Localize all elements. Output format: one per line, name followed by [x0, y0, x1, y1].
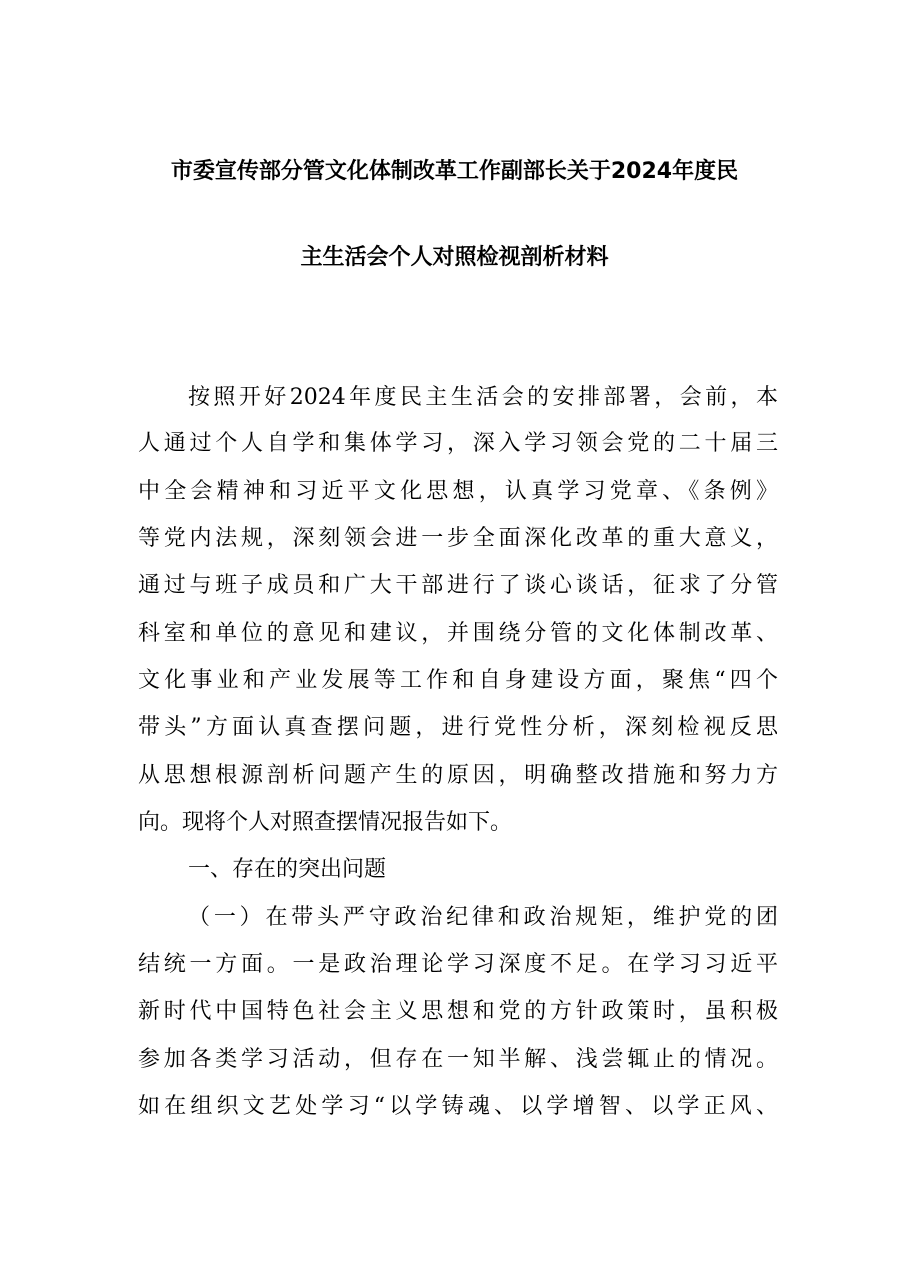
paragraph-1-line: 人通过个人自学和集体学习，深入学习领会党的二十届三 — [138, 431, 778, 456]
paragraph-2-line: 结统一方面。一是政治理论学习深度不足。在学习习近平 — [138, 952, 778, 977]
paragraph-1-line: 科室和单位的意见和建议，并围绕分管的文化体制改革、 — [138, 621, 778, 646]
paragraph-1-line: 向。现将个人对照查摆情况报告如下。 — [138, 810, 513, 835]
document-title-line-2: 主生活会个人对照检视剖析材料 — [300, 245, 609, 270]
paragraph-2-line: （一）在带头严守政治纪律和政治规矩，维护党的团 — [188, 905, 778, 930]
paragraph-1-line: 带头”方面认真查摆问题，进行党性分析，深刻检视反思 — [138, 715, 778, 740]
document-title-line-1: 市委宣传部分管文化体制改革工作副部长关于2024年度民 — [170, 159, 739, 184]
paragraph-2-line: 如在组织文艺处学习“以学铸魂、以学增智、以学正风、 — [138, 1094, 778, 1119]
paragraph-1-line: 从思想根源剖析问题产生的原因，明确整改措施和努力方 — [138, 763, 778, 788]
paragraph-1-line: 按照开好2024年度民主生活会的安排部署，会前，本 — [188, 385, 778, 410]
section-heading: 一、存在的突出问题 — [188, 857, 387, 882]
paragraph-1-line: 通过与班子成员和广大干部进行了谈心谈话，征求了分管 — [138, 573, 778, 598]
paragraph-2-line: 新时代中国特色社会主义思想和党的方针政策时，虽积极 — [138, 999, 778, 1024]
paragraph-2-line: 参加各类学习活动，但存在一知半解、浅尝辄止的情况。 — [138, 1047, 778, 1072]
paragraph-1-line: 等党内法规，深刻领会进一步全面深化改革的重大意义， — [138, 526, 778, 551]
paragraph-1-line: 文化事业和产业发展等工作和自身建设方面，聚焦“四个 — [138, 668, 778, 693]
paragraph-1-line: 中全会精神和习近平文化思想，认真学习党章、《条例》 — [138, 479, 778, 504]
